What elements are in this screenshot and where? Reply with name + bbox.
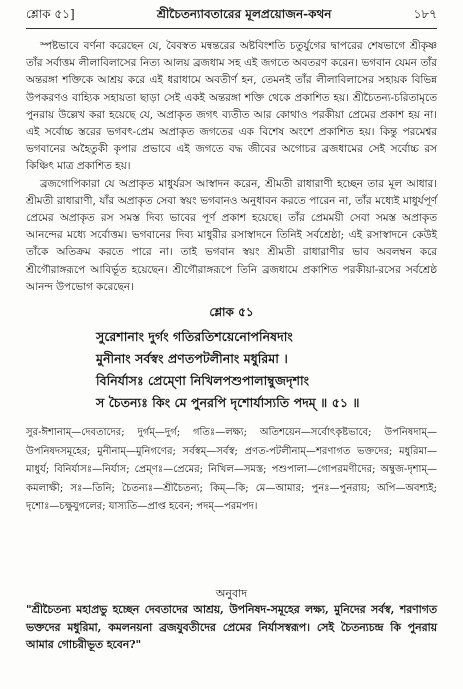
header-verse-ref: শ্লোক ৫১] xyxy=(26,7,75,21)
verse-title: শ্লোক ৫১ xyxy=(209,305,254,319)
verse-line: মুনীনাং সর্বস্বং প্রণতপটলীনাং মধুরিমা । xyxy=(96,351,288,366)
purport-paragraph-1: স্পষ্টভাবে বর্ণনা করেছেন যে, বৈবস্বত মন্বন্তরের অষ্টবিংশতি চতুর্যুগের দ্বাপরের শেষভাগে শ্রীকৃষ্ণ তাঁর সর্বাত্তম লীলাবিলাসের নিত্য আলয় ব্রজধাম সহ এই জগতে অবতরণ করেন। ভগবান যেমন তাঁর অন্তরঙ্গা শক্তিকে আশ্রয় করে এই ধরাধামে অবতীর্ণ হন, তেমনই তাঁর লীলাবিলাসের সহায়ক বিভিন্ন উপকরণও বাহ্যিক সহায়তা ছাড়া সেই একই অন্তরঙ্গা শক্তি থেকে প্রকাশিত হয়। শ্রীচৈতন্য-চরিতামৃতে পুনরায় উল্লেখ করা হয়েছে যে, অপ্রাকৃত জগৎ ব্যতীত আর কোথাও পরকীয়া প্রেমের প্রকাশ হয় না। এই সর্বোচ্চ স্তরের ভগবৎ-প্রেম অপ্রাকৃত জগতের এক বিশেষ অংশে প্রকাশিত হয়। কিন্তু পরমেশ্বর ভগবানের অহৈতুকী কৃপার প্রভাবে এই জগতে বদ্ধ জীবের অগোচর ব্রজধামের সেই সর্বোচ্চ রস কিঞ্চিৎ মাত্র প্রকাশিত হয়। xyxy=(26,40,437,173)
verse-line: সুরেশানাং দুর্গং গতিরতিশয়েনোপনিষদাং xyxy=(96,329,293,344)
verse-line: বিনির্যাসঃ প্রেম্ণো নিখিলপশুপালাম্বুজদৃশাং xyxy=(96,373,310,388)
header-chapter-title: শ্রীচৈতন্যাবতারের মূলপ্রয়োজন-কথন xyxy=(156,7,332,21)
translation-title: অনুবাদ xyxy=(215,587,248,600)
page-header xyxy=(26,8,437,26)
page-number: ১৮৭ xyxy=(413,7,437,21)
header-rule xyxy=(26,28,437,29)
translation-text: "শ্রীচৈতন্য মহাপ্রভু হচ্ছেন দেবতাদের আশ্রয়, উপনিষদ-সমূহের লক্ষ্য, মুনিদের সর্বস্ব, শরণাগত ভক্তদের মধুরিমা, কমলনয়না ব্রজযুবতীদের প্রেমের নির্যাসস্বরূপ। সেই চৈতন্যচন্দ্র কি পুনরায় আমার গোচরীভূত হবেন?" xyxy=(26,603,437,651)
purport-paragraph-2: ব্রজগোপিকারা যে অপ্রাকৃত মাধুর্যরস আস্বাদন করেন, শ্রীমতী রাধারাণী হচ্ছেন তার মূল আধার। শ্রীমতী রাধারাণী, যাঁর অপ্রাকৃত সেবা স্বয়ং ভগবানও অনুধাবন করতে পারেন না, তাঁর মধ্যেই মাধুর্যপূর্ণ প্রেমের অপ্রাকৃত রস সমস্ত দিব্য ভাবের পূর্ণ প্রকাশ হয়েছে। তাঁর প্রেমময়ী সেবা সমস্ত অপ্রাকৃত আনন্দের মধ্যে সর্বোত্তম। ভগবানের দিব্য মাধুরীর রসাস্বাদনে তিনিই সর্বশ্রেষ্ঠা; এই রসাস্বাদনে কেউই তাঁকে অতিক্রম করতে পারে না। তাই ভগবান স্বয়ং শ্রীমতী রাধারাণীর ভাব অবলম্বন করে শ্রীগৌরাঙ্গরূপে আবির্ভূত হয়েছেন। শ্রীগৌরাঙ্গরূপে তিনি ব্রজধামে প্রকাশিত পরকীয়া-রসের সর্বশ্রেষ্ঠ আনন্দ উপভোগ করেছেন। xyxy=(26,177,437,293)
verse-line: স চৈতন্যঃ কিং মে পুনরপি দৃশোর্যাস্যতি পদম্ ॥ ৫১ ॥ xyxy=(96,395,360,410)
purport-text xyxy=(26,38,437,296)
sanskrit-verse xyxy=(96,326,433,414)
word-synonyms: সুর-ঈশানাম্—দেবতাদের; দুর্গম্—দুর্গ; গতিঃ—লক্ষ্য; অতিশয়েন—সর্বোৎকৃষ্টভাবে; উপনিষদাম্—উপনিষদসমূহের; মুনীনাম্—মুনিগণের; সর্বস্বম্—সর্বস্ব; প্রণত-পটলীনাম্—শরণাগত ভক্তদের; মধুরিমা—মাধুর্য; বিনির্যাসঃ—নির্যাস; প্রেম্ণঃ—প্রেমের; নিখিল—সমস্ত; পশুপালা—গোপরমণীদের; অম্বুজ-দৃশাম্—কমলাক্ষী; সঃ—তিনি; চৈতন্যঃ—শ্রীচৈতন্য; কিম্—কি; মে—আমার; পুনঃ—পুনরায়; অপি—অবশ্যই; দৃশোঃ—চক্ষুযুগলের; যাস্যতি—প্রাপ্ত হবেন; পদম্—পরমপদ। xyxy=(26,427,437,512)
